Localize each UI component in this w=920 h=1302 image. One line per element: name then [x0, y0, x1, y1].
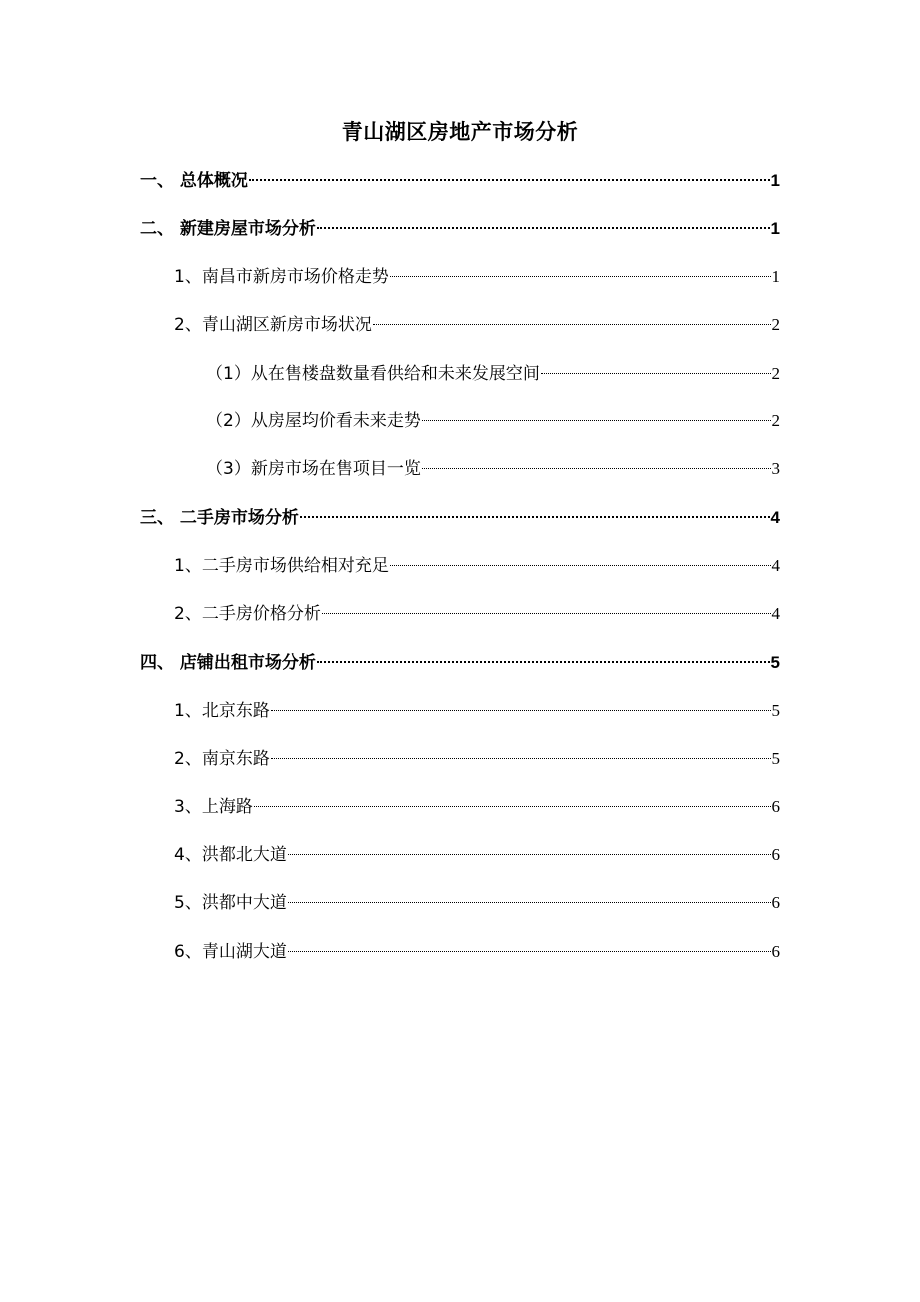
toc-entry[interactable]: [174, 840, 780, 870]
toc-entry-page: 3: [771, 459, 780, 478]
toc-dot-leader: [249, 179, 770, 181]
toc-entry[interactable]: [174, 792, 780, 822]
document-title: 青山湖区房地产市场分析: [341, 120, 579, 144]
toc-entry-label: 2、南京东路: [174, 749, 270, 769]
toc-entry-page: 6: [771, 942, 780, 961]
toc-entry[interactable]: [174, 310, 780, 340]
toc-entry[interactable]: [140, 166, 780, 196]
toc-entry-label: 二、 新建房屋市场分析: [140, 219, 316, 239]
toc-dot-leader: [271, 710, 771, 711]
toc-entry-page: 2: [771, 364, 780, 383]
toc-entry-label: （2）从房屋均价看未来走势: [206, 411, 421, 431]
toc-dot-leader: [288, 902, 771, 903]
toc-entry-label: 1、二手房市场供给相对充足: [174, 556, 389, 576]
toc-dot-leader: [317, 661, 770, 663]
toc-entry-label: 2、二手房价格分析: [174, 604, 321, 624]
toc-entry[interactable]: [206, 454, 780, 484]
toc-entry-page: 6: [771, 797, 780, 816]
toc-entry-label: 三、 二手房市场分析: [140, 508, 299, 528]
toc-entry-label: 2、青山湖区新房市场状况: [174, 315, 372, 335]
toc-entry[interactable]: [206, 406, 780, 436]
toc-dot-leader: [422, 468, 771, 469]
toc-dot-leader: [390, 276, 771, 277]
toc-entry-label: （3）新房市场在售项目一览: [206, 459, 421, 479]
toc-dot-leader: [373, 324, 771, 325]
toc-entry-page: 6: [771, 893, 780, 912]
toc-entry-label: （1）从在售楼盘数量看供给和未来发展空间: [206, 364, 540, 384]
toc-dot-leader: [271, 758, 771, 759]
toc-entry[interactable]: [174, 696, 780, 726]
toc-dot-leader: [300, 516, 770, 518]
toc-entry-page: 4: [771, 556, 780, 575]
toc-entry-page: 2: [771, 411, 780, 430]
toc-entry-label: 5、洪都中大道: [174, 893, 287, 913]
toc-dot-leader: [541, 373, 771, 374]
toc-entry[interactable]: [140, 503, 780, 533]
toc-entry[interactable]: [174, 744, 780, 774]
toc-dot-leader: [390, 565, 771, 566]
toc-entry-page: 5: [771, 701, 780, 720]
toc-entry-page: 1: [770, 219, 780, 238]
toc-entry-page: 5: [770, 653, 780, 672]
toc-entry-label: 1、南昌市新房市场价格走势: [174, 267, 389, 287]
toc-entry-page: 5: [771, 749, 780, 768]
toc-entry-page: 2: [771, 315, 780, 334]
toc-dot-leader: [422, 420, 771, 421]
toc-entry-page: 1: [770, 171, 780, 190]
toc-dot-leader: [254, 806, 771, 807]
toc-entry[interactable]: [174, 262, 780, 292]
toc-entry-page: 4: [770, 508, 780, 527]
toc-entry-page: 4: [771, 604, 780, 623]
toc-dot-leader: [288, 854, 771, 855]
toc-dot-leader: [288, 951, 771, 952]
toc-entry-label: 4、洪都北大道: [174, 845, 287, 865]
toc-entry[interactable]: [174, 599, 780, 629]
toc-dot-leader: [317, 227, 770, 229]
toc-entry-label: 6、青山湖大道: [174, 942, 287, 962]
toc-entry[interactable]: [140, 648, 780, 678]
toc-entry[interactable]: [140, 214, 780, 244]
toc-entry[interactable]: [174, 937, 780, 967]
toc-entry-label: 一、 总体概况: [140, 171, 248, 191]
toc-entry-page: 1: [771, 267, 780, 286]
toc-entry-label: 四、 店铺出租市场分析: [140, 653, 316, 673]
toc-entry-page: 6: [771, 845, 780, 864]
toc-entry[interactable]: [174, 888, 780, 918]
toc-dot-leader: [322, 613, 771, 614]
toc-entry[interactable]: [174, 551, 780, 581]
toc-entry[interactable]: [206, 359, 780, 389]
toc-entry-label: 1、北京东路: [174, 701, 270, 721]
toc-entry-label: 3、上海路: [174, 797, 253, 817]
